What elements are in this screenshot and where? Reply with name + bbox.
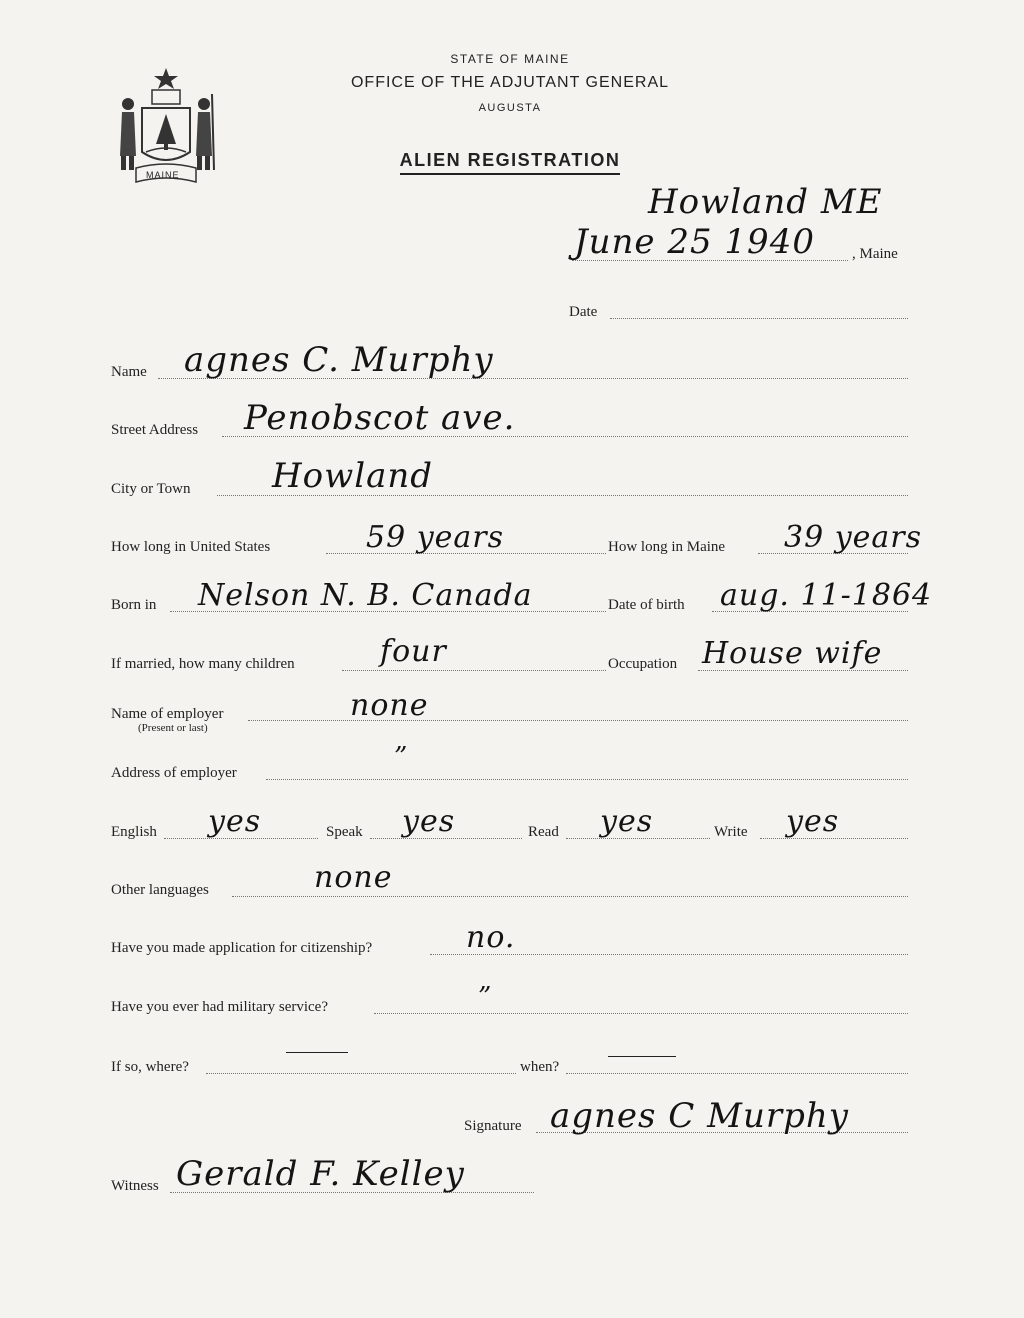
where-dash (286, 1052, 348, 1053)
signature-label: Signature (464, 1118, 522, 1134)
witness-label: Witness (111, 1178, 159, 1194)
witness-value: Gerald F. Kelley (176, 1154, 465, 1194)
how-long-us-value: 59 years (366, 520, 505, 555)
write-label: Write (714, 824, 748, 840)
date-of-birth-label: Date of birth (608, 597, 685, 613)
where-label: If so, where? (111, 1059, 189, 1075)
state-heading: STATE OF MAINE (450, 52, 570, 66)
other-languages-line (232, 896, 908, 897)
children-label: If married, how many children (111, 656, 295, 672)
signature-value: agnes C Murphy (550, 1096, 849, 1136)
employer-note: (Present or last) (138, 722, 208, 734)
born-in-value: Nelson N. B. Canada (198, 578, 533, 613)
other-languages-label: Other languages (111, 882, 209, 898)
speak-label: Speak (326, 824, 363, 840)
form-title (260, 150, 760, 171)
other-languages-value: none (314, 860, 393, 895)
citizenship-label: Have you made application for citizenship? (111, 940, 373, 956)
how-long-us-label: How long in United States (111, 539, 271, 555)
name-value: agnes C. Murphy (184, 340, 494, 380)
read-value: yes (600, 804, 654, 839)
when-dash (608, 1056, 676, 1057)
city-heading: AUGUSTA (478, 102, 542, 114)
office-heading: OFFICE OF THE ADJUTANT GENERAL (350, 74, 670, 91)
military-line (374, 1013, 908, 1014)
form-title-text: ALIEN REGISTRATION (400, 150, 621, 175)
military-label: Have you ever had military service? (111, 999, 328, 1015)
maine-suffix-label: , Maine (852, 246, 898, 262)
date-label: Date (569, 304, 598, 320)
employer-address-label: Address of employer (111, 765, 237, 781)
english-value: yes (208, 804, 262, 839)
children-line (342, 670, 606, 671)
occupation-label: Occupation (608, 656, 678, 672)
children-value: four (380, 634, 447, 669)
born-in-label: Born in (111, 597, 157, 613)
employer-line (248, 720, 908, 721)
date-line (610, 318, 908, 319)
date-of-birth-value: aug. 11-1864 (720, 578, 933, 613)
employer-address-line (266, 779, 908, 780)
where-line (206, 1073, 516, 1074)
when-label: when? (520, 1059, 560, 1075)
street-label: Street Address (111, 422, 199, 438)
place-value: Howland ME (648, 182, 883, 222)
speak-value: yes (402, 804, 456, 839)
place-date-line (572, 260, 848, 261)
employer-value: none (350, 688, 429, 723)
name-label: Name (111, 364, 147, 380)
english-label: English (111, 824, 157, 840)
city-label: City or Town (111, 481, 191, 497)
military-value: ” (478, 982, 493, 1012)
city-value: Howland (272, 456, 434, 496)
date-written-value: June 25 1940 (574, 222, 815, 262)
seal-banner-text: MAINE (146, 170, 180, 180)
street-value: Penobscot ave. (244, 398, 516, 438)
how-long-maine-value: 39 years (784, 520, 923, 555)
write-value: yes (786, 804, 840, 839)
read-label: Read (528, 824, 559, 840)
citizenship-value: no. (466, 920, 516, 955)
employer-label: Name of employer (111, 706, 224, 722)
how-long-maine-label: How long in Maine (608, 539, 726, 555)
employer-address-value: ” (394, 742, 409, 772)
when-line (566, 1073, 908, 1074)
occupation-value: House wife (702, 636, 883, 671)
